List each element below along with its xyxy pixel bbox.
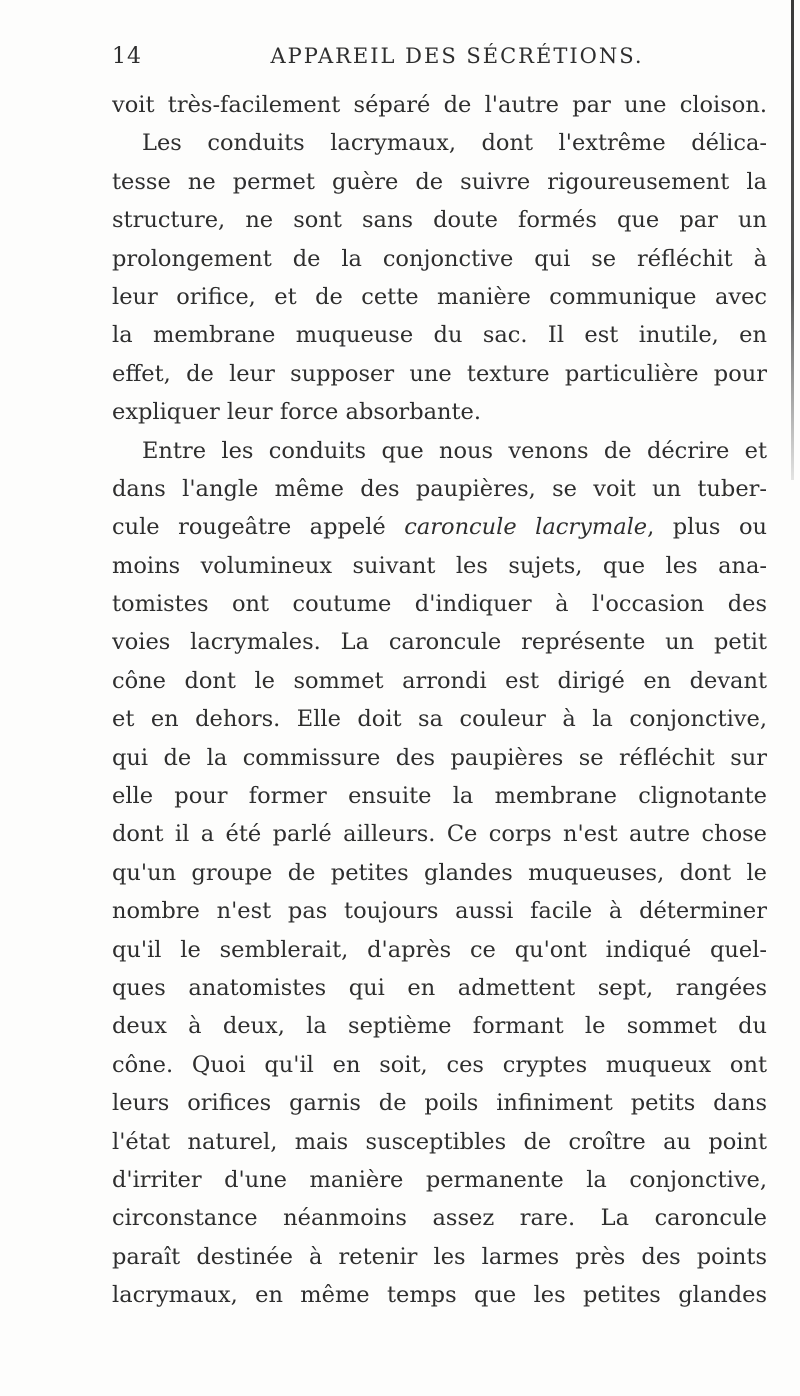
text-line: nombre n'est pas toujours aussi facile à déterminer: [112, 898, 767, 925]
text-line: voies lacrymales. La caroncule représente un petit: [112, 629, 767, 656]
running-head: [112, 44, 762, 78]
italic-term: caroncule lacrymale: [404, 514, 648, 541]
text-line: tomistes ont coutume d'indiquer à l'occasion des: [112, 591, 767, 618]
text-segment: cule rougeâtre appelé: [112, 514, 405, 541]
text-line: effet, de leur supposer une texture particulière pour: [112, 360, 767, 387]
text-line: structure, ne sont sans doute formés que par un: [112, 207, 767, 234]
text-segment: , plus ou: [647, 514, 767, 541]
text-line: et en dehors. Elle doit sa couleur à la conjonctive,: [112, 706, 767, 733]
text-line: cône. Quoi qu'il en soit, ces cryptes muqueux ont: [112, 1051, 767, 1078]
text-line: qu'il le semblerait, d'après ce qu'ont indiqué quel-: [112, 936, 767, 963]
text-line: qui de la commissure des paupières se réfléchit sur: [112, 744, 767, 771]
text-line: d'irriter d'une manière permanente la conjonctive,: [112, 1166, 767, 1193]
text-line: deux à deux, la septième formant le sommet du: [112, 1013, 767, 1040]
body-text: [112, 86, 767, 1315]
text-line: ques anatomistes qui en admettent sept, rangées: [112, 974, 767, 1001]
text-line: elle pour former ensuite la membrane clignotante: [112, 783, 767, 810]
text-line: moins volumineux suivant les sujets, que les ana-: [112, 552, 767, 579]
text-line: Entre les conduits que nous venons de décrire et: [142, 437, 767, 464]
text-line: dans l'angle même des paupières, se voit un tuber-: [112, 475, 767, 502]
text-line: leurs orifices garnis de poils infiniment petits dans: [112, 1090, 767, 1117]
text-line: paraît destinée à retenir les larmes près des points: [112, 1243, 767, 1270]
text-line: Les conduits lacrymaux, dont l'extrême délica-: [142, 130, 767, 157]
text-line: expliquer leur force absorbante.: [112, 399, 482, 426]
page-edge-shadow: [791, 0, 794, 480]
text-line: lacrymaux, en même temps que les petites glandes: [112, 1282, 767, 1309]
text-line-with-term: [112, 508, 767, 546]
page-number: 14: [112, 44, 142, 69]
text-line: prolongement de la conjonctive qui se réfléchit à: [112, 245, 767, 272]
text-line: l'état naturel, mais susceptibles de croître au point: [112, 1128, 767, 1155]
text-line: qu'un groupe de petites glandes muqueuses, dont le: [112, 859, 767, 886]
text-line: voit très-facilement séparé de l'autre par une cloison.: [112, 92, 767, 118]
running-title: APPAREIL DES SÉCRÉTIONS.: [270, 44, 644, 68]
text-line: la membrane muqueuse du sac. Il est inutile, en: [112, 322, 767, 349]
text-line: dont il a été parlé ailleurs. Ce corps n'est autre chose: [112, 821, 767, 848]
text-line: cône dont le sommet arrondi est dirigé en devant: [112, 667, 767, 694]
text-line: tesse ne permet guère de suivre rigoureusement la: [112, 168, 767, 195]
text-line: leur orifice, et de cette manière communique avec: [112, 283, 767, 310]
text-line: circonstance néanmoins assez rare. La caroncule: [112, 1205, 767, 1232]
